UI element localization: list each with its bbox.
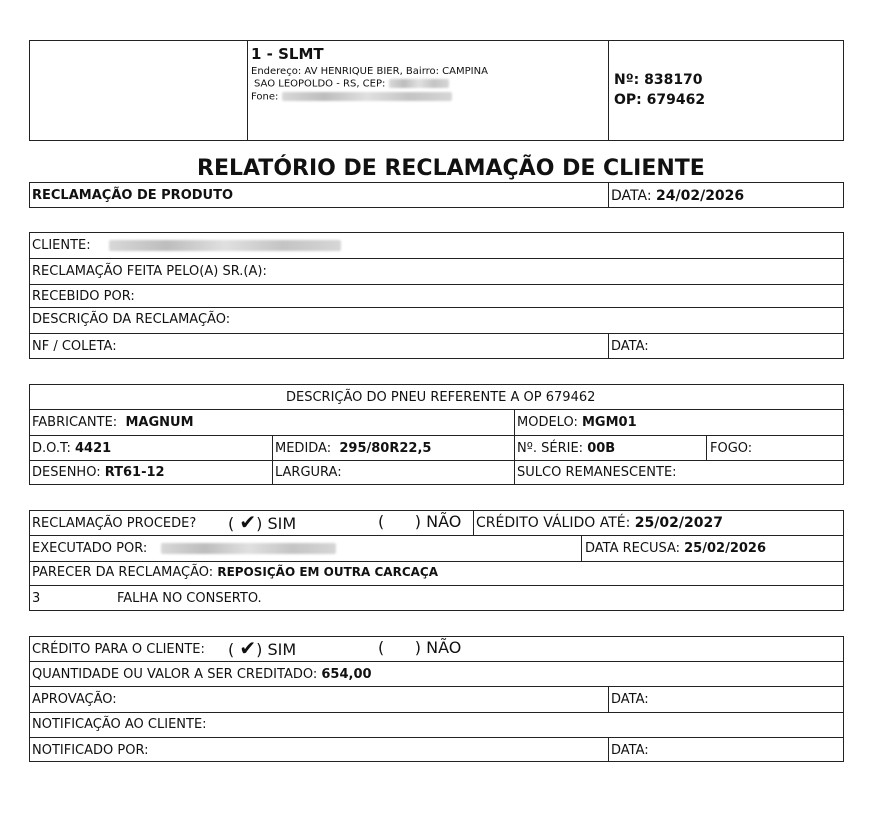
col-divider [514, 409, 515, 485]
redacted-executor [161, 543, 336, 554]
redacted-client-name [109, 240, 341, 251]
company-name: 1 - SLMT [251, 45, 324, 63]
fabricante-field: FABRICANTE: MAGNUM [32, 415, 194, 430]
sulco-label: SULCO REMANESCENTE: [517, 465, 677, 480]
reclamacao-feita-label: RECLAMAÇÃO FEITA PELO(A) SR.(A): [32, 264, 267, 279]
redacted-cep [389, 79, 449, 88]
report-number: Nº: 838170 [614, 72, 703, 88]
credito-cliente-label: CRÉDITO PARA O CLIENTE: [32, 642, 205, 657]
col-divider [272, 435, 273, 485]
col-divider [608, 686, 609, 712]
col-divider [608, 737, 609, 762]
descricao-label: DESCRIÇÃO DA RECLAMAÇÃO: [32, 312, 231, 327]
header-divider-left [247, 40, 248, 141]
row-divider [29, 737, 844, 738]
medida-field: MEDIDA: 295/80R22,5 [275, 441, 432, 456]
parecer-field: PARECER DA RECLAMAÇÃO: REPOSIÇÃO EM OUTRA CARCAÇA [32, 565, 439, 580]
largura-label: LARGURA: [275, 465, 342, 480]
notificado-label: NOTIFICADO POR: [32, 743, 149, 758]
row-divider [29, 661, 844, 662]
notificado-data-label: DATA: [611, 743, 649, 758]
nf-date-divider [608, 333, 609, 359]
procede-nao-option: ( ) NÃO [378, 512, 462, 531]
company-city: SAO LEOPOLDO - RS, CEP: [254, 79, 449, 90]
cliente-field: CLIENTE: [32, 239, 341, 252]
credito-valido: CRÉDITO VÁLIDO ATÉ: 25/02/2027 [476, 515, 723, 531]
report-date: DATA: 24/02/2026 [611, 188, 745, 204]
row-divider [29, 409, 844, 410]
redacted-phone [282, 92, 452, 101]
recebido-por-label: RECEBIDO POR: [32, 289, 135, 304]
subheader-divider [608, 182, 609, 208]
checkmark-icon: ✔ [239, 510, 257, 534]
op-number: OP: 679462 [614, 92, 706, 108]
company-address: Endereço: AV HENRIQUE BIER, Bairro: CAMPINA [251, 66, 488, 77]
col-divider [581, 535, 582, 561]
row-divider [29, 535, 844, 536]
row-divider [29, 333, 844, 334]
aprovacao-label: APROVAÇÃO: [32, 692, 117, 707]
row-divider [29, 460, 844, 461]
row-divider [29, 284, 844, 285]
company-phone: Fone: [251, 92, 452, 103]
report-type: RECLAMAÇÃO DE PRODUTO [32, 188, 234, 203]
procede-label: RECLAMAÇÃO PROCEDE? [32, 516, 197, 531]
credito-nao-option: ( ) NÃO [378, 638, 462, 657]
data-recusa: DATA RECUSA: 25/02/2026 [585, 541, 766, 556]
checkmark-icon: ✔ [239, 636, 257, 660]
credito-sim-option: ( ✔) SIM [228, 636, 297, 660]
serie-field: Nº. SÉRIE: 00B [517, 441, 616, 456]
fogo-label: FOGO: [710, 441, 753, 456]
row-divider [29, 712, 844, 713]
nf-data-label: DATA: [611, 339, 649, 354]
tire-heading: DESCRIÇÃO DO PNEU REFERENTE A OP 679462 [286, 390, 596, 405]
header-divider-right [608, 40, 609, 141]
modelo-field: MODELO: MGM01 [517, 415, 637, 430]
dot-field: D.O.T: 4421 [32, 441, 112, 456]
parecer-code-desc: FALHA NO CONSERTO. [117, 591, 262, 606]
header-box [29, 40, 844, 141]
row-divider [29, 686, 844, 687]
row-divider [29, 258, 844, 259]
executado-field: EXECUTADO POR: [32, 542, 336, 555]
desenho-field: DESENHO: RT61-12 [32, 465, 165, 480]
quantidade-field: QUANTIDADE OU VALOR A SER CREDITADO: 654,00 [32, 667, 372, 682]
row-divider [29, 435, 844, 436]
page-title: RELATÓRIO DE RECLAMAÇÃO DE CLIENTE [197, 156, 705, 181]
col-divider [473, 510, 474, 535]
col-divider [706, 435, 707, 460]
procede-sim-option: ( ✔) SIM [228, 510, 297, 534]
notificacao-label: NOTIFICAÇÃO AO CLIENTE: [32, 717, 207, 732]
row-divider [29, 561, 844, 562]
nf-coleta-label: NF / COLETA: [32, 339, 117, 354]
row-divider [29, 307, 844, 308]
aprovacao-data-label: DATA: [611, 692, 649, 707]
row-divider [29, 585, 844, 586]
parecer-code: 3 [32, 591, 41, 606]
